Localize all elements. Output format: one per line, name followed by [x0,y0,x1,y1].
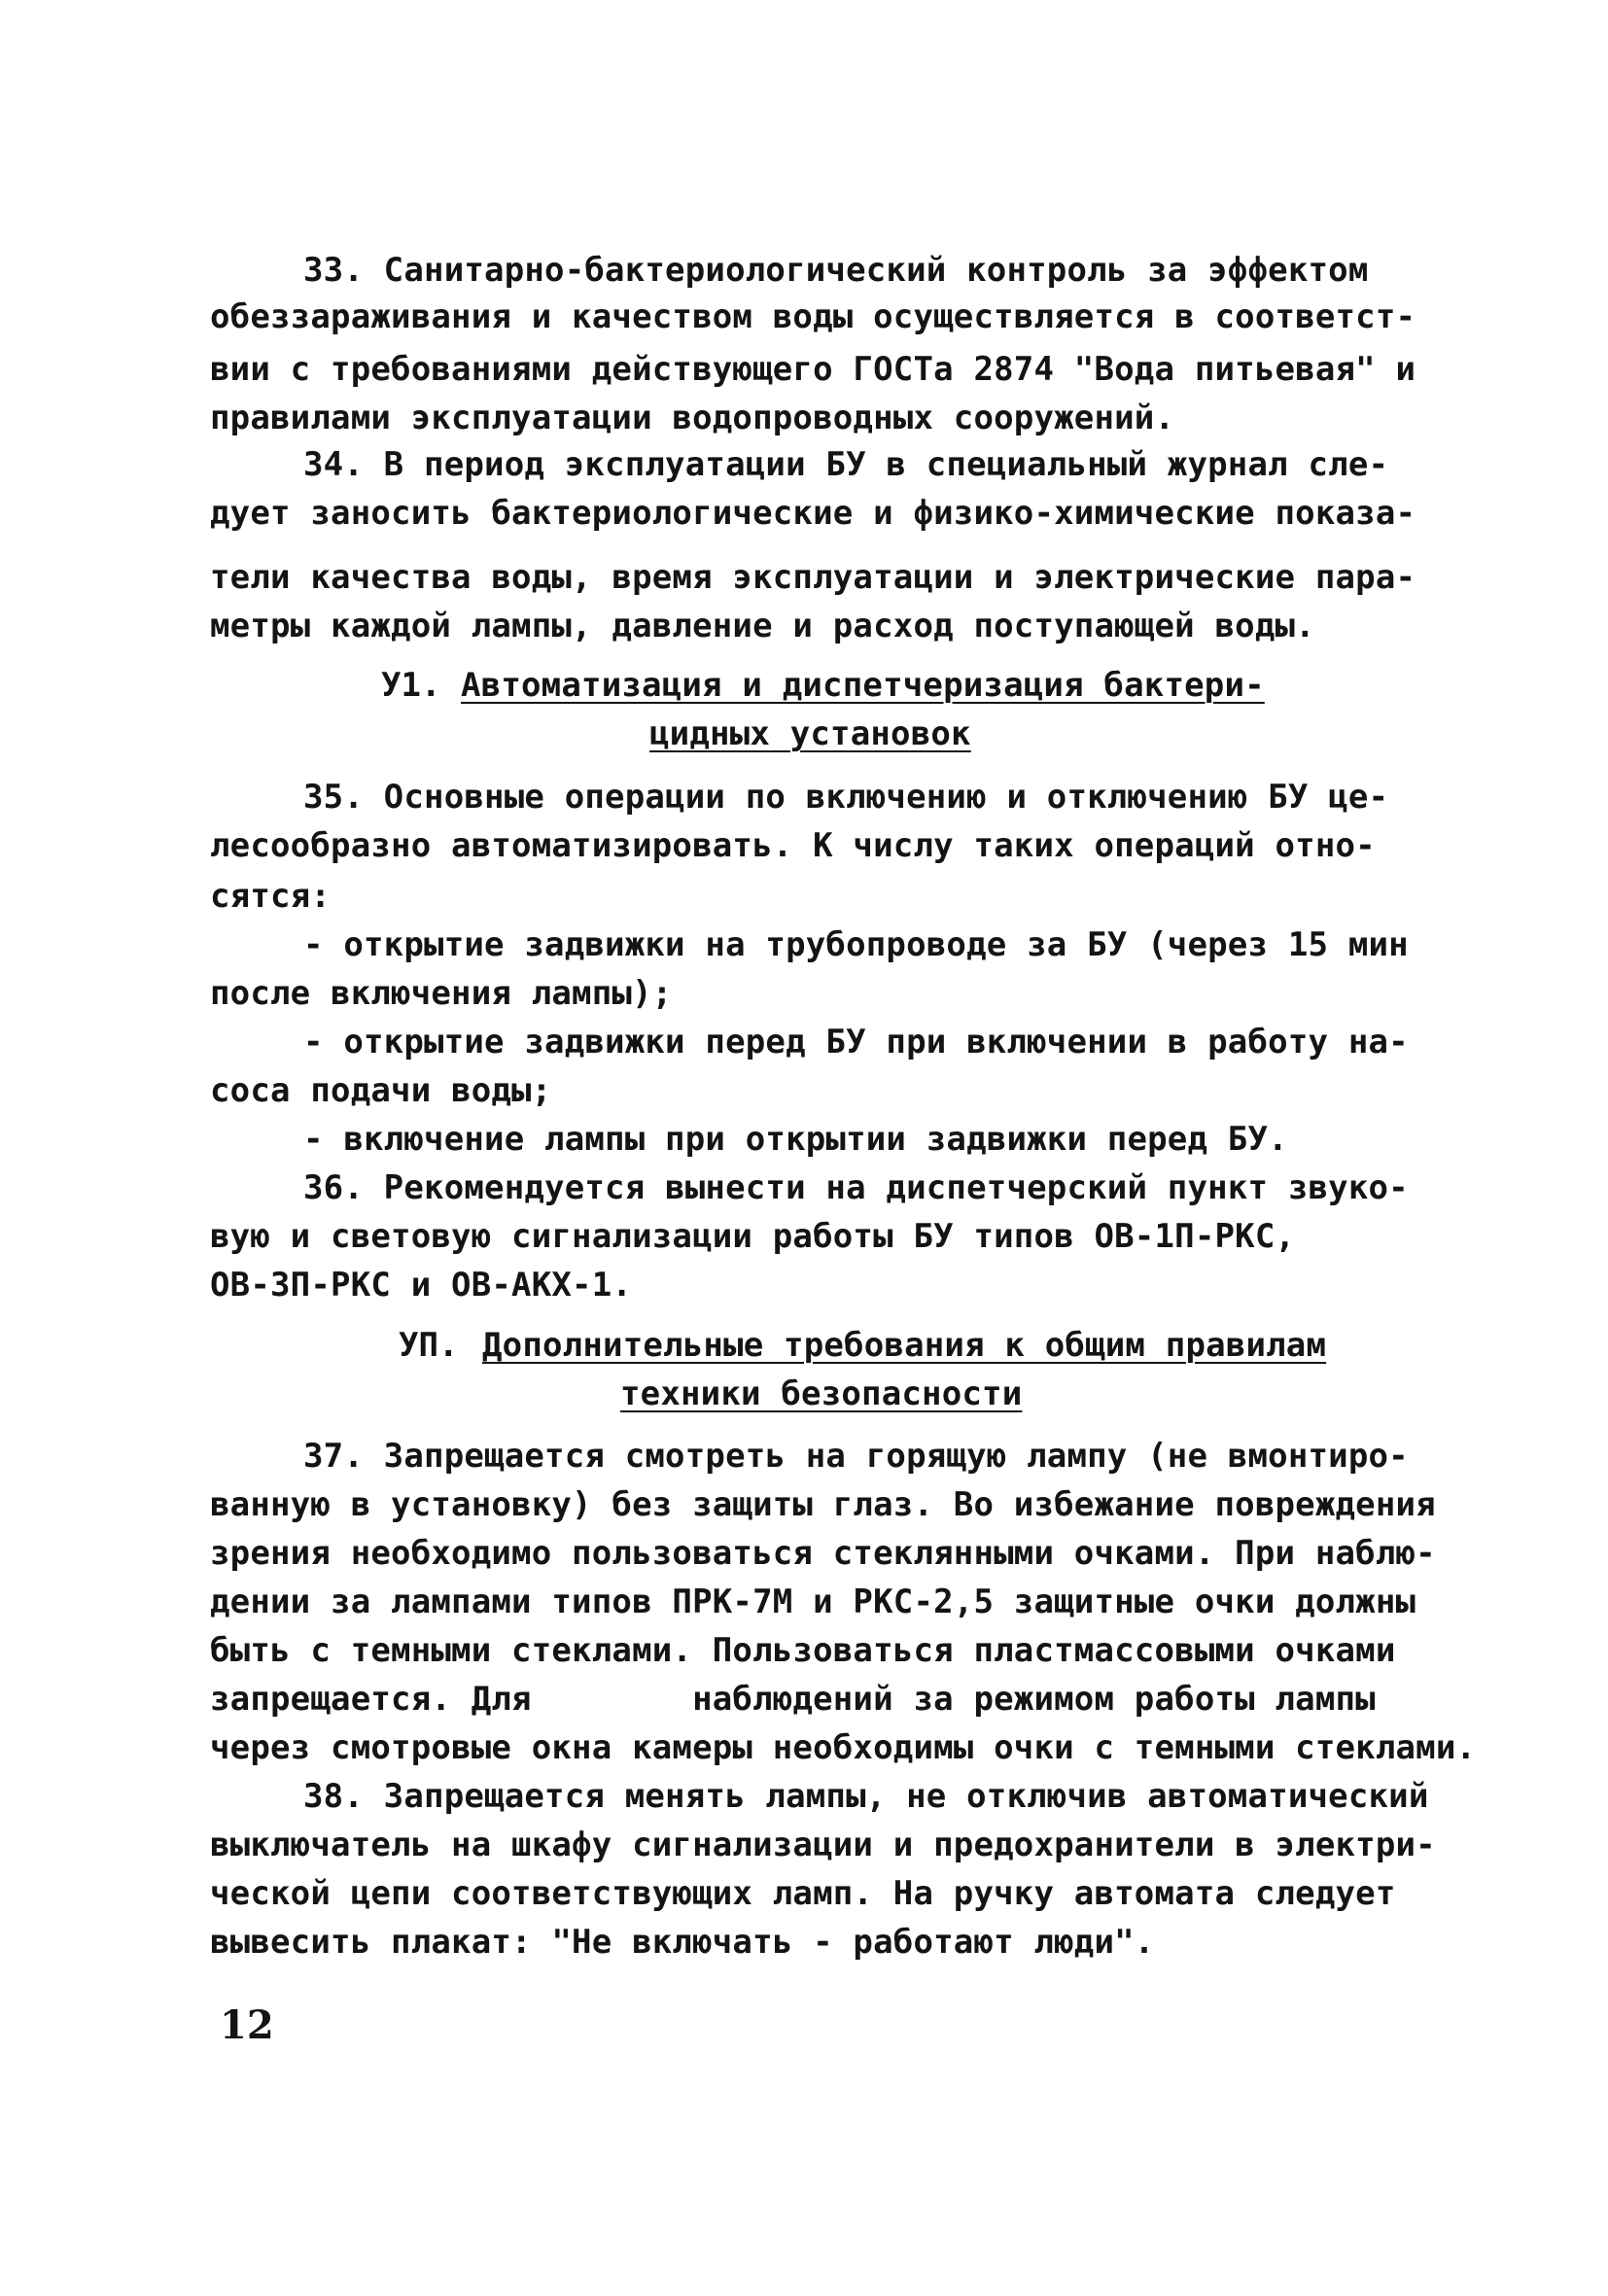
p38-line-1: 38. Запрещается менять лампы, не отключив автоматический [303,1777,1429,1816]
p38-line-2: выключатель на шкафу сигнализации и предохранители в электри- [210,1826,1436,1864]
section6-title-line-1: Автоматизация и диспетчеризация бактери- [461,666,1265,705]
p35-line-2: лесообразно автоматизировать. К числу таких операций отно- [210,826,1376,865]
p34-line-3: тели качества воды, время эксплуатации и электрические пара- [210,558,1416,597]
p36-line-2: вую и световую сигнализации работы БУ типов ОВ-1П-РКС, [210,1217,1296,1256]
p34-line-1: 34. В период эксплуатации БУ в специальный журнал сле- [303,445,1389,484]
p38-line-3: ческой цепи соответствующих ламп. На ручку автомата следует [210,1874,1396,1913]
p33-line-3: вии с требованиями действующего ГОСТа 2874 "Вода питьевая" и [210,350,1416,389]
p35-line-6: - открытие задвижки перед БУ при включении в работу на- [303,1023,1409,1061]
p35-line-5: после включения лампы); [210,974,673,1013]
section7-title-line-2: техники безопасности [620,1374,1023,1413]
p34-line-4: метры каждой лампы, давление и расход поступающей воды. [210,607,1315,645]
p37-line-1: 37. Запрещается смотреть на горящую лампу (не вмонтиро- [303,1437,1409,1476]
p37-line-7: через смотровые окна камеры необходимы очки с темными стеклами. [210,1728,1477,1767]
section6-title-line-2: цидных установок [649,714,971,753]
p37-line-4: дении за лампами типов ПРК-7М и РКС-2,5 защитные очки должны [210,1583,1416,1621]
p35-line-8: - включение лампы при открытии задвижки перед БУ. [303,1120,1288,1159]
section6-number: У1. [381,666,441,705]
p37-line-6: запрещается. Для наблюдений за режимом работы лампы [210,1680,1376,1719]
p33-line-1: 33. Санитарно-бактериологический контроль за эффектом [303,251,1369,290]
page-number: 12 [220,2002,274,2048]
p35-line-7: соса подачи воды; [210,1071,552,1110]
p34-line-2: дует заносить бактериологические и физико-химические показа- [210,494,1416,533]
p37-line-2: ванную в установку) без защиты глаз. Во избежание повреждения [210,1485,1436,1524]
p36-line-3: ОВ-3П-РКС и ОВ-АКХ-1. [210,1266,633,1305]
section7-title-line-1: Дополнительные требования к общим правилам [482,1326,1327,1365]
p37-line-3: зрения необходимо пользоваться стеклянными очками. При наблю- [210,1534,1436,1573]
p35-line-3: сятся: [210,877,332,916]
p38-line-4: вывесить плакат: "Не включать - работают люди". [210,1923,1155,1962]
p33-line-2: обеззараживания и качеством воды осуществляется в соответст- [210,297,1416,336]
p35-line-1: 35. Основные операции по включению и отключению БУ це- [303,778,1389,817]
p36-line-1: 36. Рекомендуется вынести на диспетчерский пункт звуко- [303,1168,1409,1207]
p35-line-4: - открытие задвижки на трубопроводе за БУ (через 15 мин [303,925,1409,964]
p33-line-4: правилами эксплуатации водопроводных сооружений. [210,399,1175,437]
section7-number: УП. [399,1326,459,1365]
p37-line-5: быть с темными стеклами. Пользоваться пластмассовыми очками [210,1631,1396,1670]
